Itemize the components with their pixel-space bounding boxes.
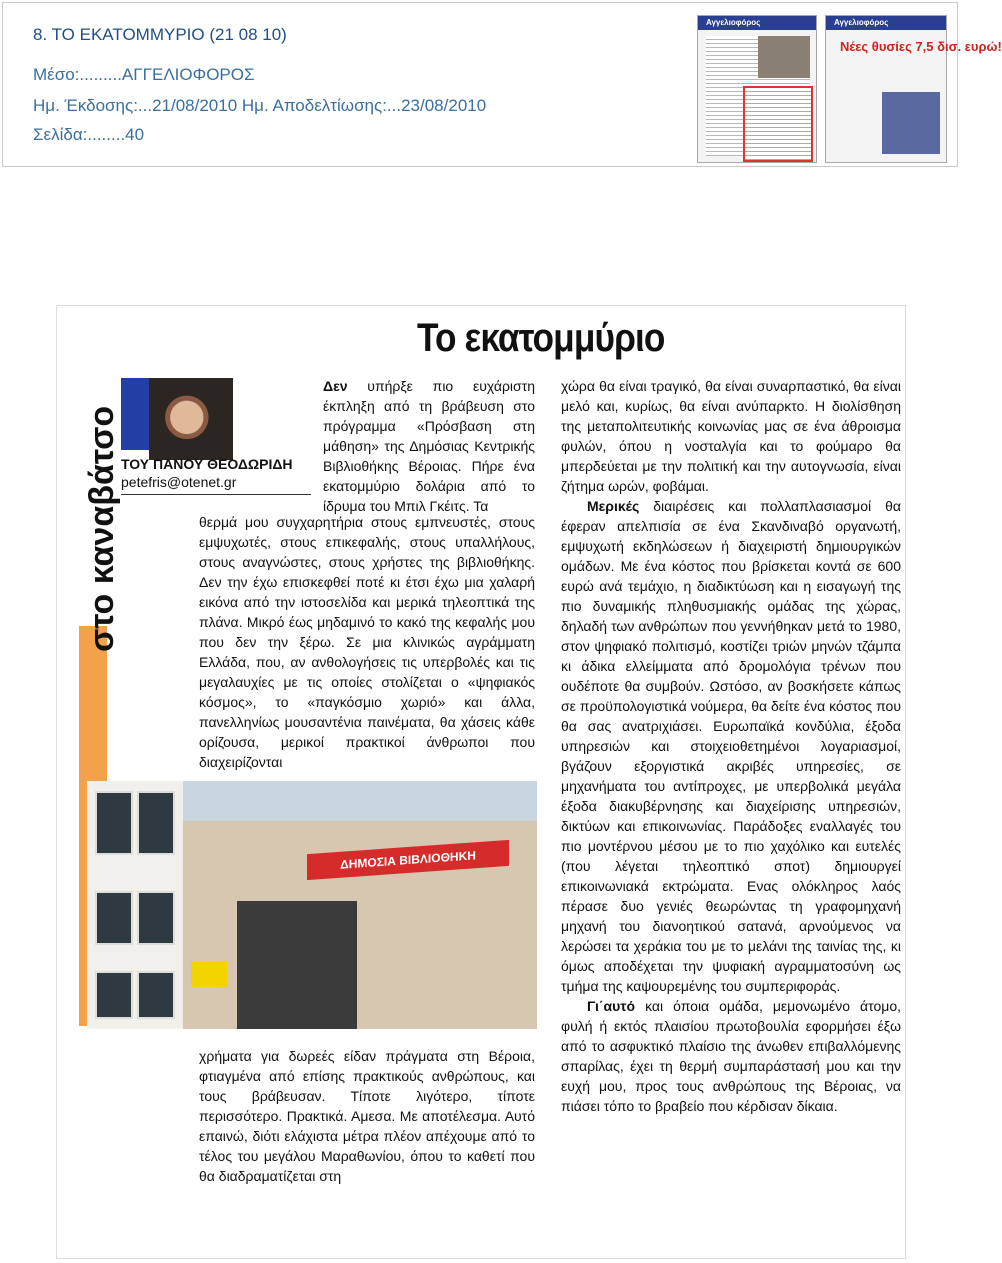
yellow-sign	[191, 961, 227, 987]
sky	[183, 781, 537, 821]
front-photo	[882, 92, 940, 154]
column-label: στο καναβάτσο	[83, 405, 121, 652]
entrance-door	[237, 901, 357, 1029]
page-line: Σελίδα:........40	[33, 125, 145, 144]
thumbnail-photo	[758, 36, 810, 78]
main-paragraph: θερμά μου συγχαρητήρια στους εμπνευστές, στους εμψυχωτές, στους επικεφαλής, στους υπαλλήλους, στους αναγνώστες, στους χρήστες της βιβλιοθήκης. Δεν την έχω επισκεφθεί ποτέ κι έτσι έχω μια χαλαρή εικόνα από την ιστοσελίδα και μερικά τηλεοπτικά της πλάνα. Μικρό έως μηδαμινό το κακό της κεφαλής μου που δεν την ξέρω. Σε μια κλινικώς αγράμματη Ελλάδα, που, αν ανθολογήσεις τις υπερβολές και τις μεγαλαυχίες με τις οποίες στολίζεται ο «ψηφιακός κόσμος», το «παγκόσμιο χωριό» και άλλα, πανελληνίως μουσαντένια παινέματα, θα χάσεις κάθε ορίζουσα, μερικοί πρακτικοί άνθρωποι που διαχειρίζονται	[199, 514, 535, 770]
newspaper-front-thumbnail[interactable]	[825, 15, 1002, 163]
lead-word-2: Μερικές	[587, 498, 640, 514]
right-paragraph-3: και όποια ομάδα, μεμονωμένο άτομο, φυλή ή εκτός πλαισίου πρωτοβουλία εφορμήσει έξω από το ασφυκτικό πλαίσιο της άνωθεν επιβαλλόμενης σπαρίλας, έχει τη θερμή συμπαράστασή μου και την ευχή μου, προς τους ανθρώπους της Βέροιας, να πιάσει τόπο το βραβείο που κέρδισαν δίκαια.	[561, 998, 901, 1114]
newspaper-page-thumbnail[interactable]	[697, 15, 817, 163]
article-clipping	[56, 305, 906, 1259]
bottom-paragraph: χρήματα για δωρεές είδαν πράγματα στη Βέροια, φτιαγμένα από επίσης πρακτικούς ανθρώπους, και τους βράβευσαν. Τίποτε λιγότερο, τίποτε περισσότερο. Πρακτικά. Αμεσα. Με αποτέλεσμα. Αυτό επαινώ, διότι ελάχιστα μέτρα πλέον απέχουμε από το τέλος του μεγάλου Μαραθωνίου, όπου το καθετί που θα διαδραματίζεται στη	[199, 1048, 535, 1184]
medium-line: Μέσο:.........ΑΓΓΕΛΙΟΦΟΡΟΣ	[33, 65, 255, 84]
masthead: Αγγελιοφόρος	[826, 16, 946, 30]
author-email[interactable]: petefris@otenet.gr	[121, 474, 237, 490]
library-building-photo	[87, 781, 537, 1029]
clipping-title: 8. ΤΟ ΕΚΑΤΟΜΜΥΡΙΟ (21 08 10)	[33, 25, 287, 44]
building-left	[87, 781, 185, 1029]
highlighted-article-box	[743, 86, 813, 162]
intro-paragraph	[323, 376, 535, 516]
right-paragraph-1: χώρα θα είναι τραγικό, θα είναι συναρπαστικό, θα είναι μελό και, κυρίως, θα είναι ανύπαρκτο. Η διολίσθηση της μεταπολιτευτικής κοινωνίας μας σε ένα άθροισμα φυλών, όπου η νοσταλγία και το φούμαρο θα μπερδεύεται με την πολιτική και την αυτογνωσία, είναι ζήτημα ωρών, φοβάμαι.	[561, 378, 901, 494]
dates-line: Ημ. Έκδοσης:...21/08/2010 Ημ. Αποδελτίωσης:...23/08/2010	[33, 96, 487, 115]
lead-word-3: Γι΄αυτό	[587, 998, 636, 1014]
right-paragraph-2: διαιρέσεις και πολλαπλασιασμοί θα έφεραν απελπισία σε ένα Σκανδιναβό οργανωτή, εμψυχωτή εκδηλώσεων ή διαχειριστή δημιουργικών ομάδων. Με ένα κόστος που βρίσκεται κοντά σε 600 ευρώ ανά τεμάχιο, η διαδικτύωση και η εισαγωγή της πιο δυναμικής πληθυσμιακής ομάδας της χώρας, δηλαδή των ανθρώπων που γεννήθηκαν μετά το 1980, στον ψηφιακό πολιτισμό, κοστίζει τριών μηνών τζάμπα κι άδικα ελλείμματα από δρομολόγια τρένων που ουδέποτε θα συμβούν. Ωστόσο, αν βοσκήσετε κάπως σε προϋπολογιστικά νούμερα, θα δείτε ένα κόστος που θα σας ανατριχιάσει. Ευρωπαϊκά κονδύλια, έξοδα υπηρεσιών και στοιχειοθετημένοι λογαριασμοί, βγάζουν εξοργιστικά ακριβές υπηρεσίες, σε μηχανήματα του αντίπροχες, με υπερβολικά μεγάλα έξοδα διακυβέρνησης και διαχείρισης υπηρεσιών, δικτύων και επικοινωνίας. Παράδοξες εναλλαγές του πιο μοντέρνου μέσου με το πιο χαχόλικο και ευτελές (που λέγεται τηλεοπτικό σποτ) δημιουργεί επικοινωνιακά εκτρώματα. Ενας ολόκληρος λαός πέρασε δυο γενιές θεωρώντας τη γραφομηχανή μηχανή του διανοητικού σατανά, αρνούμενος να λερώσει τα χεράκια του με το μελάνι της ταινίας της, κι όμως αποδέχεται την ψυφιακή αγραμματοσύνη ως τμήμα της καψουρεμένης του συμπεριφοράς.	[561, 498, 901, 994]
intro-text: υπήρξε πιο ευχάριστη έκπληξη από τη βράβευση στο πρόγραμμα «Πρόσβαση στη μάθηση» της Δημόσιας Κεντρικής Βιβλιοθήκης Βέροιας. Πήρε ένα εκατομμύριο δολάρια από το ίδρυμα του Μπιλ Γκέιτς. Τα	[323, 378, 536, 514]
divider	[121, 494, 311, 495]
front-headline: Νέες θυσίες 7,5 δισ. ευρώ!	[840, 39, 1002, 54]
lead-word: Δεν	[323, 378, 348, 394]
library-sign: ΔΗΜΟΣΙΑ ΒΙΒΛΙΟΘΗΚΗ	[307, 840, 509, 880]
blue-accent-block	[121, 378, 149, 450]
article-title: Το εκατομμύριο	[417, 316, 665, 360]
author-portrait	[149, 378, 233, 460]
clipping-header	[2, 2, 1002, 167]
author-name: ΤΟΥ ΠΑΝΟΥ ΘΕΟΔΩΡΙΔΗ	[121, 456, 293, 472]
masthead: Αγγελιοφόρος	[698, 16, 816, 30]
right-column	[561, 376, 901, 1116]
